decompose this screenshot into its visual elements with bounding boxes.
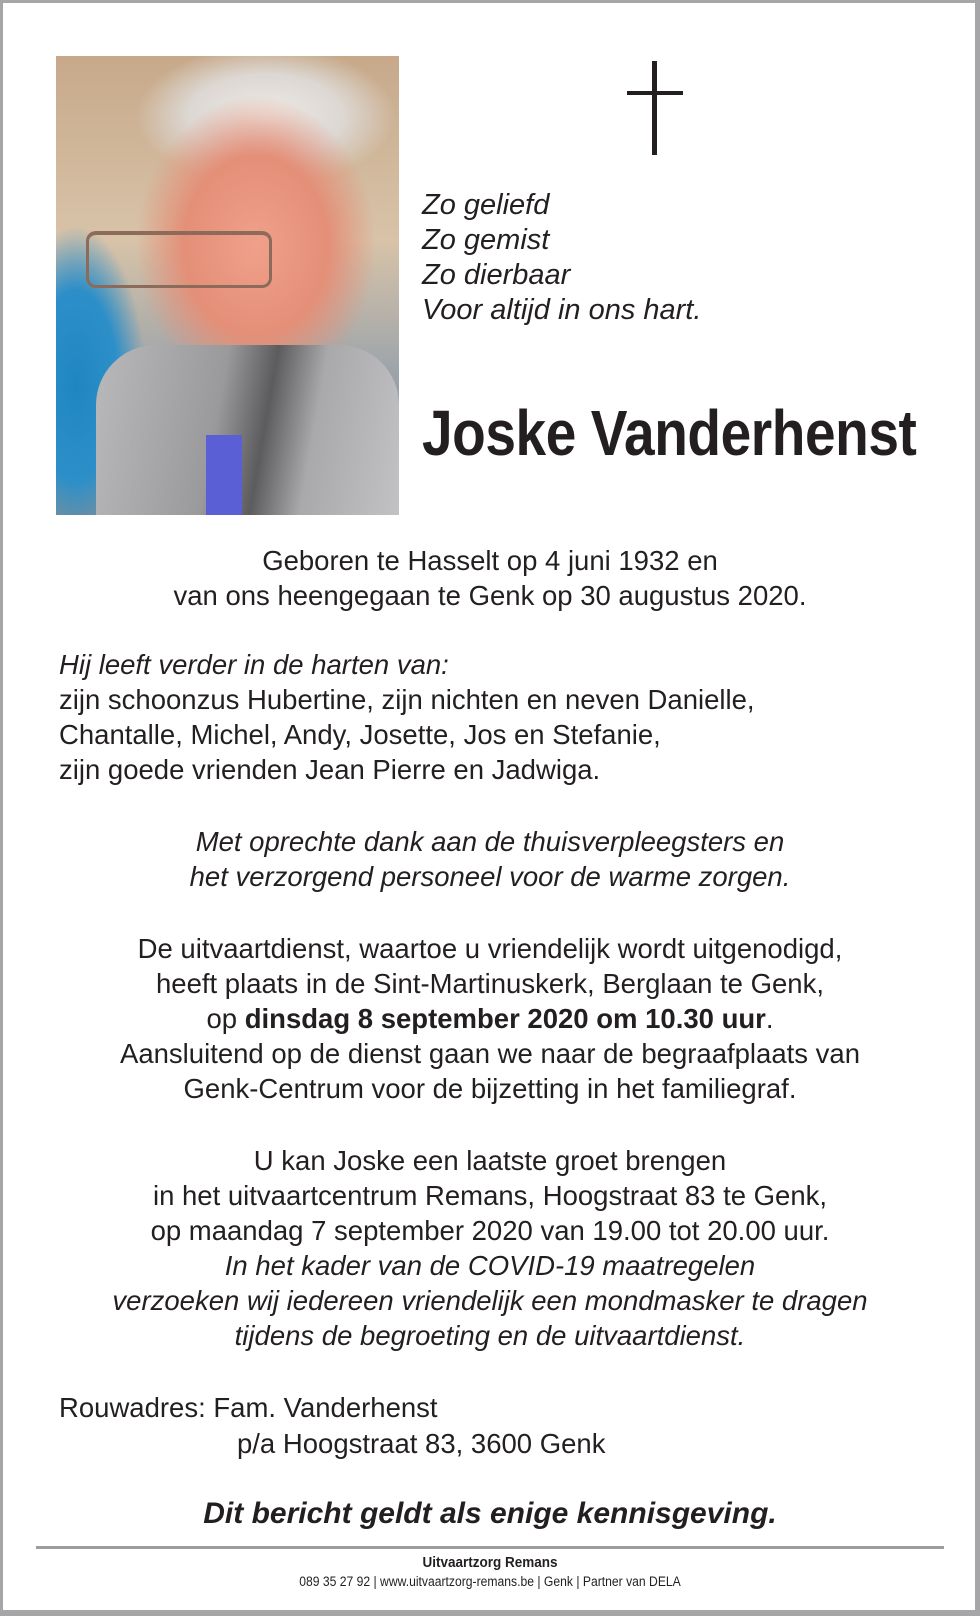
photo-glasses xyxy=(86,231,272,288)
visitation-line: in het uitvaartcentrum Remans, Hoogstraat 83 te Genk, xyxy=(152,1180,828,1211)
covid-line: verzoeken wij iedereen vriendelijk een mondmasker te dragen xyxy=(112,1285,868,1316)
cross-icon xyxy=(627,61,683,155)
birth-info xyxy=(0,543,980,613)
photo-tie xyxy=(206,435,242,515)
thanks-line: het verzorgend personeel voor de warme zorgen. xyxy=(189,861,791,892)
poem xyxy=(422,188,701,328)
poem-line: Voor altijd in ons hart. xyxy=(422,294,702,326)
address-label: Rouwadres: Fam. Vanderhenst xyxy=(59,1392,438,1423)
service-line: De uitvaartdienst, waartoe u vriendelijk wordt uitgenodigd, xyxy=(137,933,843,964)
portrait-photo xyxy=(56,56,399,515)
survivors-intro: Hij leeft verder in de harten van: xyxy=(59,649,449,680)
visitation-line: op maandag 7 september 2020 van 19.00 tot 20.00 uur. xyxy=(150,1215,830,1246)
thanks-line: Met oprechte dank aan de thuisverpleegsters en xyxy=(195,826,785,857)
survivors xyxy=(59,647,755,787)
birth-line: Geboren te Hasselt op 4 juni 1932 en xyxy=(262,545,718,576)
divider xyxy=(36,1546,944,1549)
service-line: Aansluitend op de dienst gaan we naar de begraafplaats van xyxy=(120,1038,860,1069)
footer-contact: 089 35 27 92 | www.uitvaartzorg-remans.be | Genk | Partner van DELA xyxy=(299,1574,681,1589)
photo-sweater xyxy=(96,345,399,515)
footer-title: Uitvaartzorg Remans xyxy=(422,1554,558,1571)
address-line: p/a Hoogstraat 83, 3600 Genk xyxy=(237,1428,606,1459)
visitation-info xyxy=(0,1143,980,1353)
poem-line: Zo gemist xyxy=(422,224,550,256)
survivors-line: zijn schoonzus Hubertine, zijn nichten en neven Danielle, xyxy=(59,684,755,715)
covid-line: In het kader van de COVID-19 maatregelen xyxy=(224,1250,756,1281)
survivors-line: zijn goede vrienden Jean Pierre en Jadwiga. xyxy=(59,754,601,785)
survivors-line: Chantalle, Michel, Andy, Josette, Jos en Stefanie, xyxy=(59,719,661,750)
thanks xyxy=(0,824,980,894)
poem-line: Zo dierbaar xyxy=(422,259,571,291)
service-post: . xyxy=(765,1003,774,1034)
visitation-line: U kan Joske een laatste groet brengen xyxy=(253,1145,727,1176)
covid-line: tijdens de begroeting en de uitvaartdienst. xyxy=(234,1320,746,1351)
service-line xyxy=(0,1001,980,1036)
birth-line: van ons heengegaan te Genk op 30 augustus 2020. xyxy=(173,580,807,611)
service-pre: op xyxy=(206,1003,245,1034)
service-line: heeft plaats in de Sint-Martinuskerk, Berglaan te Genk, xyxy=(156,968,824,999)
service-info xyxy=(0,931,980,1106)
service-line: Genk-Centrum voor de bijzetting in het familiegraf. xyxy=(183,1073,797,1104)
notice: Dit bericht geldt als enige kennisgeving. xyxy=(203,1497,777,1530)
deceased-name: Joske Vanderhenst xyxy=(422,397,917,469)
service-datetime: dinsdag 8 september 2020 om 10.30 uur xyxy=(244,1003,766,1034)
poem-line: Zo geliefd xyxy=(422,189,550,221)
